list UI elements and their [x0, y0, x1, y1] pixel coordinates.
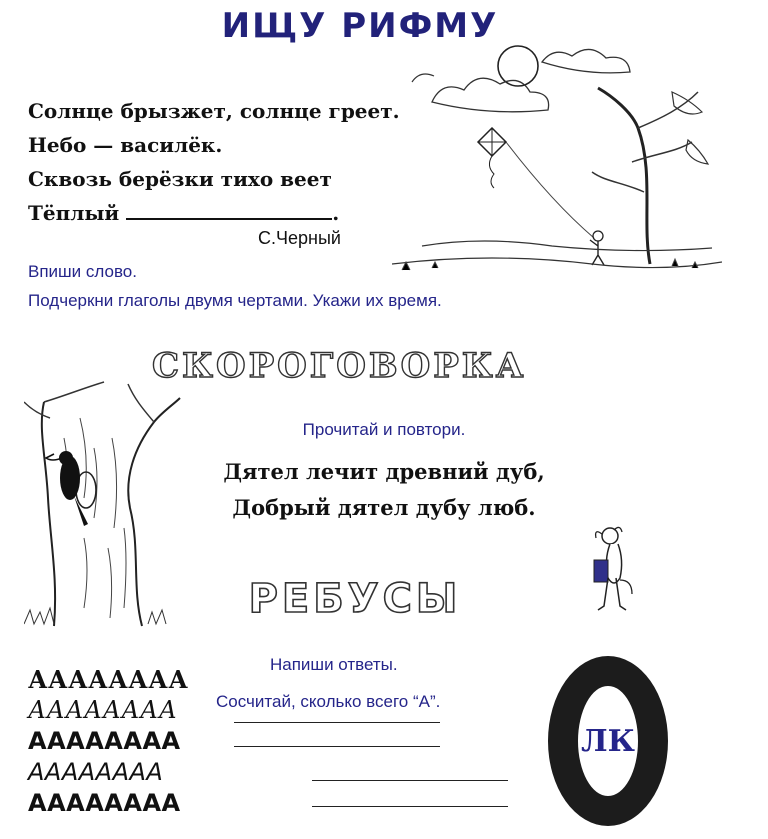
tongue-twister-title: СКОРОГОВОРКА — [152, 346, 527, 386]
tongue-twister-line: Дятел лечит древний дуб, — [223, 459, 545, 484]
rebus-instruction: Напиши ответы. — [270, 655, 398, 674]
answer-line[interactable] — [234, 722, 440, 723]
tongue-twister-instruction: Прочитай и повтори. — [302, 420, 466, 439]
rhyme-section-title: ИЩУ РИФМУ — [221, 6, 499, 46]
rebus-instruction: Сосчитай, сколько всего “А”. — [216, 692, 441, 711]
answer-line[interactable] — [312, 780, 508, 781]
poem-line: Солнце брызжет, солнце греет. — [28, 99, 400, 123]
letter-row: АААААААА — [28, 696, 178, 724]
letter-row: АААААААА — [28, 727, 181, 755]
poem-line-start: Тёплый — [28, 201, 120, 225]
letter-row: АААААААА — [28, 789, 181, 817]
poem-last-line — [28, 196, 400, 230]
tongue-twister-line: Добрый дятел дубу люб. — [232, 495, 536, 520]
tongue-twister-text — [0, 454, 768, 526]
poem-author: С.Черный — [258, 228, 341, 248]
answer-line[interactable] — [234, 746, 440, 747]
poem-line: Небо — василёк. — [28, 133, 223, 157]
kite-landscape-illustration — [392, 32, 722, 272]
rebus-letter-rows — [28, 664, 188, 819]
rhyme-answer-blank[interactable] — [126, 202, 332, 220]
letter-row: АААААААА — [28, 758, 164, 786]
poem-line-end: . — [332, 201, 340, 225]
rhyme-poem — [28, 94, 400, 230]
letter-row: АААААААА — [28, 665, 189, 694]
rhyme-instruction: Подчеркни глаголы двумя чертами. Укажи их время. — [28, 291, 442, 310]
poem-line: Сквозь берёзки тихо веет — [28, 167, 332, 191]
rebus-puzzle-letter-o — [548, 656, 668, 826]
rebus-puzzle-inner-text: ЛК — [581, 723, 635, 759]
rhyme-instruction: Впиши слово. — [28, 262, 137, 281]
rebus-section-title: РЕБУСЫ — [248, 576, 462, 622]
answer-line[interactable] — [312, 806, 508, 807]
